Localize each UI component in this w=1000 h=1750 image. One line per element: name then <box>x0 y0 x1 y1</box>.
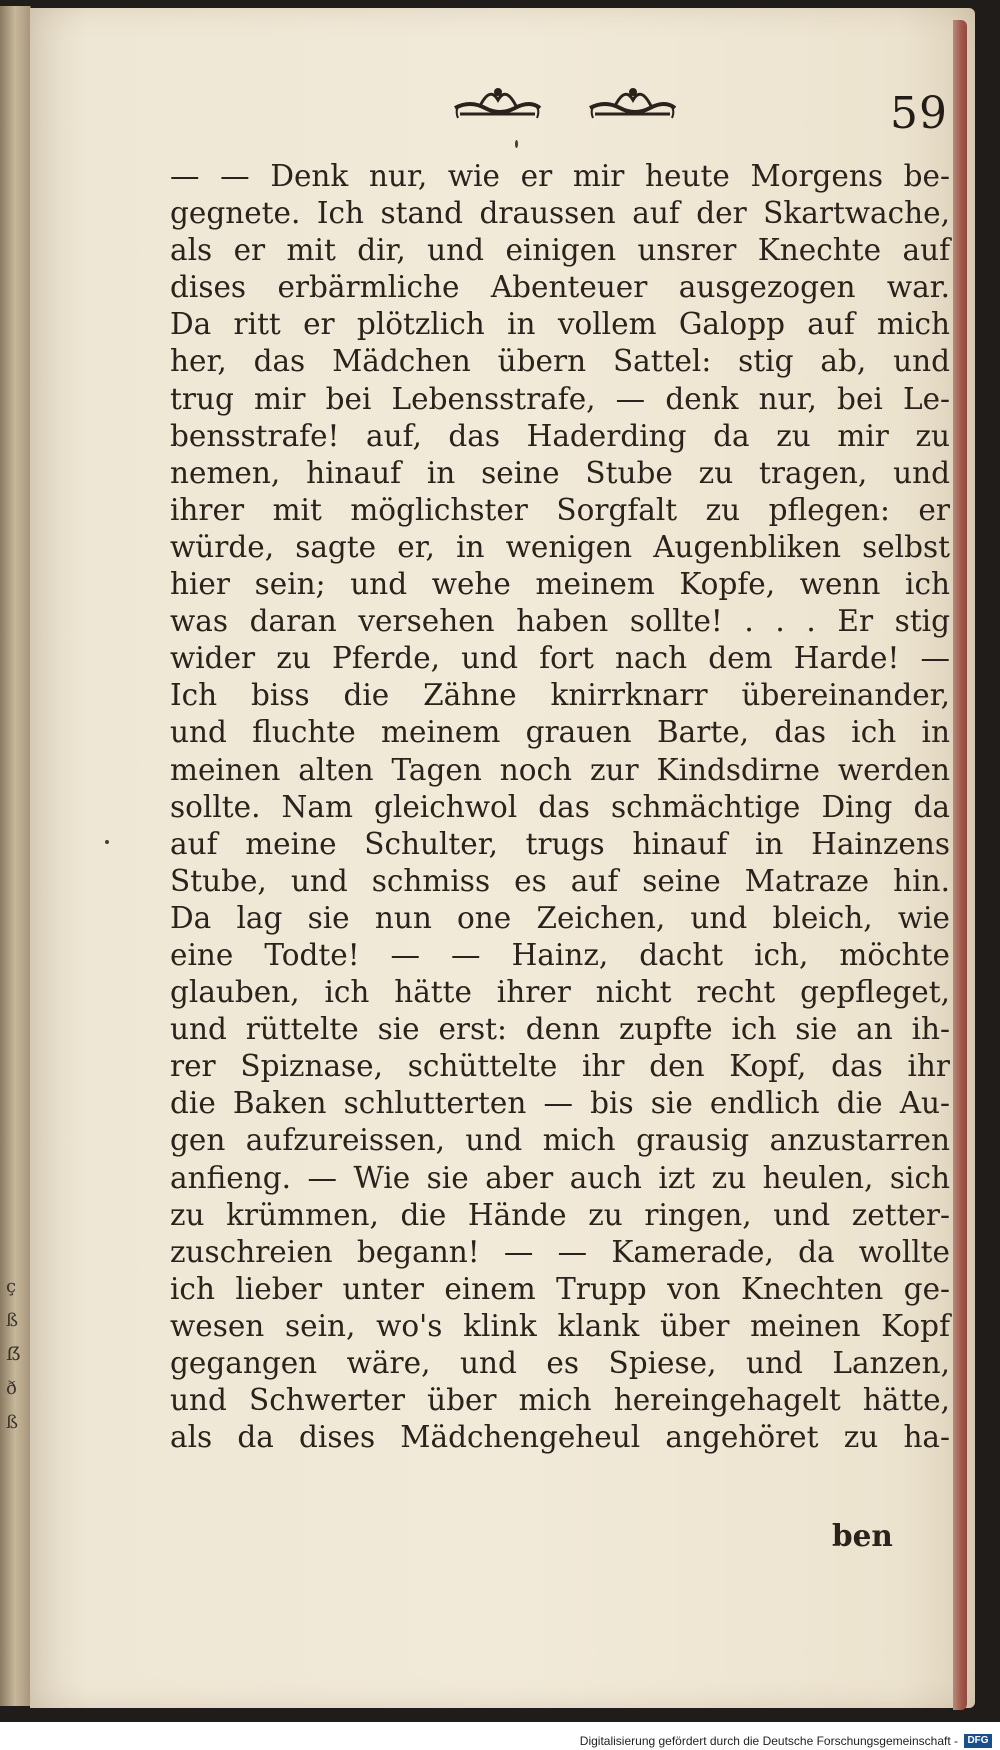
text-line: wider zu Pferde, und fort nach dem Harde! — <box>170 641 950 676</box>
margin-mark: ç <box>6 1276 17 1297</box>
text-line: eine Todte! — — Hainz, dacht ich, möchte <box>170 937 950 972</box>
catchword: ben <box>832 1518 893 1553</box>
text-line: rer Spiznase, schüttelte ihr den Kopf, das ihr <box>170 1049 950 1084</box>
text-line: und rüttelte sie erst: denn zupfte ich sie an ih- <box>170 1012 950 1047</box>
text-line: meinen alten Tagen noch zur Kindsdirne werden <box>170 752 950 787</box>
text-line: als da dises Mädchengeheul angehöret zu ha- <box>170 1420 950 1455</box>
text-line: bensstrafe! auf, das Haderding da zu mir zu <box>170 418 950 453</box>
floral-ornament-icon <box>450 78 545 128</box>
body-text <box>170 158 950 1456</box>
text-line: gen aufzureissen, und mich grausig anzustarren <box>170 1123 950 1158</box>
text-line: wesen sein, wo's klink klank über meinen Kopf <box>170 1308 950 1343</box>
text-line: und fluchte meinem grauen Barte, das ich in <box>170 715 950 750</box>
paper-speck <box>515 140 518 148</box>
text-line: ich lieber unter einem Trupp von Knechten ge- <box>170 1271 950 1306</box>
text-line: Ich biss die Zähne knirrknarr übereinander, <box>170 678 950 713</box>
text-line: — — Denk nur, wie er mir heute Morgens be- <box>170 159 950 193</box>
left-margin-marks <box>6 1270 24 1440</box>
dfg-logo: DFG <box>964 1734 992 1748</box>
text-line: auf meine Schulter, trugs hinauf in Hainzens <box>170 826 950 861</box>
text-line: Da lag sie nun one Zeichen, und bleich, wie <box>170 900 950 935</box>
book-page <box>30 8 975 1708</box>
margin-mark: ß <box>6 1310 19 1331</box>
margin-mark: ð <box>6 1378 17 1399</box>
text-line: Da ritt er plötzlich in vollem Galopp auf mich <box>170 307 950 342</box>
margin-mark: ß <box>6 1412 19 1433</box>
text-line: die Baken schlutterten — bis sie endlich die Au- <box>170 1086 950 1121</box>
text-line: Stube, und schmiss es auf seine Matraze hin. <box>170 863 950 898</box>
text-line: zu krümmen, die Hände zu ringen, und zetter- <box>170 1197 950 1232</box>
text-line: gegnete. Ich stand draussen auf der Skartwache, <box>170 196 950 231</box>
paper-speck <box>105 840 109 844</box>
margin-mark: ẞ <box>6 1344 21 1365</box>
text-line: hier sein; und wehe meinem Kopfe, wenn ich <box>170 567 950 602</box>
text-line: sollte. Nam gleichwol das schmächtige Ding da <box>170 789 950 824</box>
text-line: nemen, hinauf in seine Stube zu tragen, und <box>170 455 950 490</box>
text-line: dises erbärmliche Abenteuer ausgezogen war. <box>170 270 950 305</box>
text-line: würde, sagte er, in wenigen Augenbliken selbst <box>170 529 950 564</box>
text-line: trug mir bei Lebensstrafe, — denk nur, bei Le- <box>170 381 950 416</box>
text-line: gegangen wäre, und es Spiese, und Lanzen, <box>170 1346 950 1380</box>
text-line: ihrer mit möglichster Sorgfalt zu pflegen: er <box>170 492 950 527</box>
text-line: anfieng. — Wie sie aber auch izt zu heulen, sich <box>170 1160 950 1195</box>
page-number: 59 <box>890 88 948 139</box>
text-line: als er mit dir, und einigen unsrer Knechte auf <box>170 233 950 268</box>
footer-credit: Digitalisierung gefördert durch die Deutsche Forschungsgemeinschaft - <box>579 1734 958 1748</box>
red-page-edge <box>953 20 967 1710</box>
header-ornaments <box>450 78 690 128</box>
text-line: her, das Mädchen übern Sattel: stig ab, und <box>170 344 950 379</box>
text-line: zuschreien begann! — — Kamerade, da wollte <box>170 1234 950 1269</box>
floral-ornament-icon <box>585 78 680 128</box>
text-line: glauben, ich hätte ihrer nicht recht gepfleget, <box>170 975 950 1010</box>
left-page-edge <box>0 6 31 1706</box>
text-line: was daran versehen haben sollte! . . . Er stig <box>170 604 950 639</box>
text-line: und Schwerter über mich hereingehagelt hätte, <box>170 1383 950 1418</box>
